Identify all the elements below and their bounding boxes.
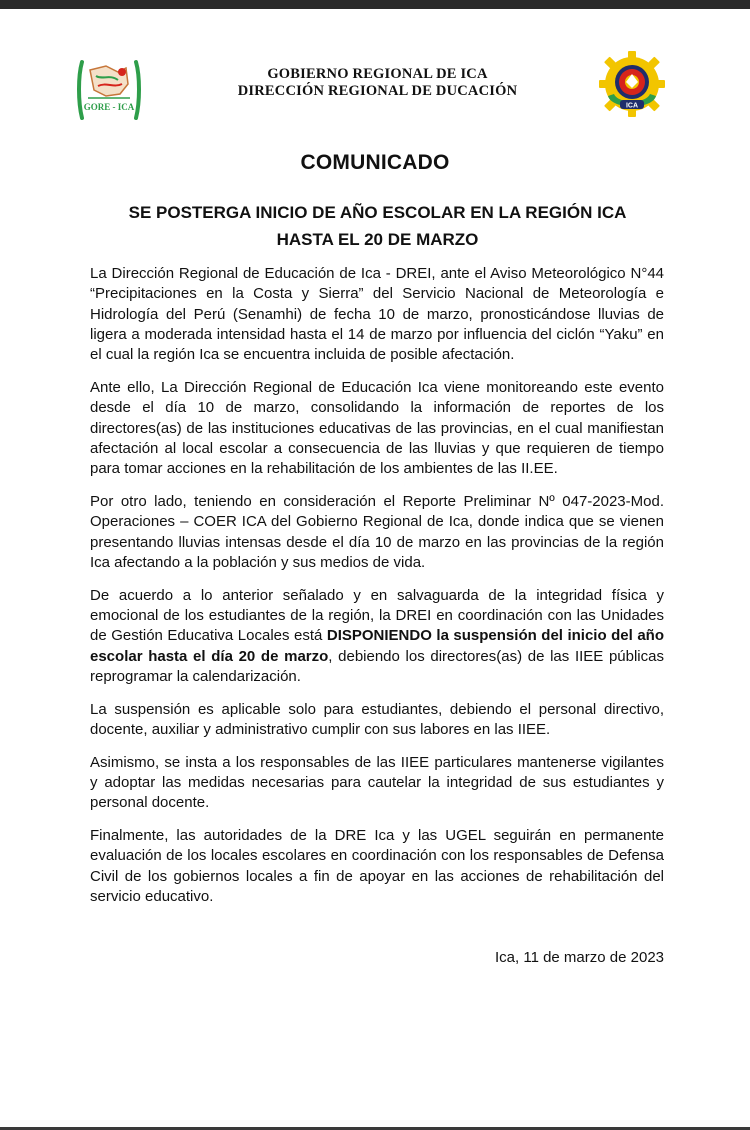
letterhead-line-1: GOBIERNO REGIONAL DE ICA xyxy=(267,66,488,82)
drei-emblem-text: ICA xyxy=(625,102,639,110)
subtitle-line-1: SE POSTERGA INICIO DE AÑO ESCOLAR EN LA REGIÓN ICA xyxy=(128,203,627,222)
drei-emblem-logo xyxy=(598,50,666,118)
gore-ica-logo xyxy=(76,58,142,122)
document-subtitle xyxy=(80,199,675,253)
top-border xyxy=(0,0,750,9)
paragraph-3: Por otro lado, teniendo en consideración el Reporte Preliminar Nº 047-2023-Mod. Operaciones – COER ICA del Gobierno Regional de Ica, donde indica que se vienen presentando lluvias intensas desde el día 10 de marzo en las provincias de la región Ica afectando a la población y sus medios de vida. xyxy=(90,492,664,571)
document-body xyxy=(90,264,664,920)
paragraph-4-highlight: DISPONIENDO la suspensión del inicio del año escolar hasta el día 20 de marzo xyxy=(90,627,664,665)
letterhead-line-2: DIRECCIÓN REGIONAL DE DUCACIÓN xyxy=(237,83,518,99)
document-title: COMUNICADO xyxy=(300,151,450,174)
paragraph-6: Asimismo, se insta a los responsables de las IIEE particulares mantenerse vigilantes y adoptar las medidas necesarias para cautelar la integridad de sus estudiantes y personal docente. xyxy=(90,753,664,812)
paragraph-4 xyxy=(90,586,664,687)
gore-ica-logo-text: GORE - ICA xyxy=(83,102,135,112)
paragraph-4-start: De acuerdo a lo anterior señalado y en salvaguarda de la integridad física y emocional de los estudiantes de la región, la DREI en coordinación con las Unidades de Gestión Educativa Locales está xyxy=(90,586,664,645)
date-signature: Ica, 11 de marzo de 2023 xyxy=(495,949,664,966)
paragraph-7: Finalmente, las autoridades de la DRE Ica y las UGEL seguirán en permanente evaluación de los locales escolares en coordinación con los responsables de Defensa Civil de los gobiernos locales a fin de apoyar en las acciones de rehabilitación del servicio educativo. xyxy=(90,827,664,906)
paragraph-2: Ante ello, La Dirección Regional de Educación Ica viene monitoreando este evento desde el día 10 de marzo, consolidando la información de reportes de los directores(as) de las instituciones educativas de las provincias, en el cual manifiestan afectación al local escolar a consecuencia de las lluvias y que requieren de tiempo para tomar acciones en la rehabilitación de los ambientes de las II.EE. xyxy=(90,378,664,478)
paragraph-4-end: , debiendo los directores(as) de las IIEE públicas reprogramar la calendarización. xyxy=(90,647,664,685)
letterhead xyxy=(160,66,595,100)
subtitle-line-2: HASTA EL 20 DE MARZO xyxy=(276,230,479,249)
paragraph-5: La suspensión es aplicable solo para estudiantes, debiendo el personal directivo, docente, auxiliar y administrativo cumplir con sus labores en las IIEE. xyxy=(90,700,664,738)
paragraph-1: La Dirección Regional de Educación de Ica - DREI, ante el Aviso Meteorológico N°44 “Precipitaciones en la Costa y Sierra” del Servicio Nacional de Meteorología e Hidrología del Perú (Senamhi) de fecha 10 de marzo, pronosticándose lluvias de ligera a moderada intensidad hasta el 14 de marzo por influencia del ciclón “Yaku” en el cual la región Ica se encuentra incluida de posible afectación. xyxy=(90,265,664,364)
